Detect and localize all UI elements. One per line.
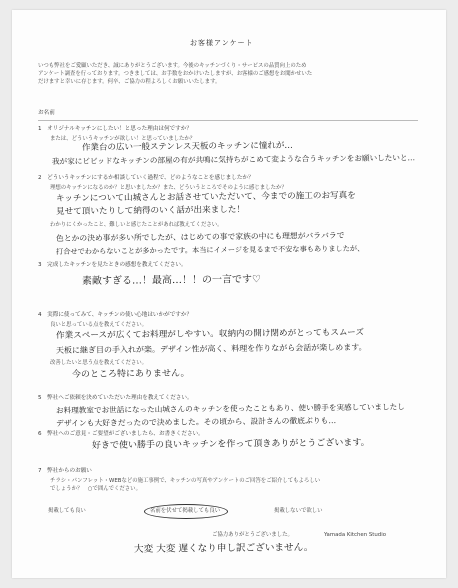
intro-line-1: いつも弊社をご愛顧いただき、誠にありがとうございます。今後のキッチンづくり・サービスの品質向上のため: [38, 63, 307, 69]
name-label: お名前: [38, 110, 55, 116]
option-do-not-publish: 掲載しないで欲しい: [274, 508, 323, 514]
q4-subtitle-2: 改善したいと思う点を教えてください。: [50, 360, 148, 366]
q4-answer-line-1: 作業スペースが広くてお料理がしやすい。収納内の開け閉めがとってもスムーズ: [55, 327, 364, 341]
q3-answer: 素敵すぎる…！最高…！！の一言です♡: [81, 274, 262, 287]
selection-circle: [144, 504, 228, 519]
q6-answer: 好きで使い勝手の良いキッチンを作って頂きありがとうございます。: [91, 438, 370, 451]
option-publish-anonymous: 名前を伏せて掲載しても良い: [150, 508, 221, 514]
q2-answer2-line-1: 色とかの決め事が多い所でしたが、はじめての事で家族の中にも理想がバラバラで: [55, 230, 345, 243]
q2-answer2-line-2: 打合せでわからないことが多かったです。本当にイメージを見るまで不安な事もありましたが、: [55, 243, 365, 256]
q2-answer-line-1: キッチンについて山城さんとお話させていただいて、今までの施工のお写真を: [55, 190, 356, 204]
q4-subtitle: 良いと思っている点を教えてください。: [50, 322, 148, 328]
q7-title: 7 弊社からのお願い: [38, 468, 92, 474]
q4-title: 4 実際に使ってみて、キッチンの使い心地はいかがですか？: [38, 312, 193, 318]
q6-title: 6 弊社へのご意見・ご要望がございましたら、お書きください。: [38, 431, 204, 437]
q7-text-line-2: でしょうか？ ○で囲んでください。: [50, 486, 141, 492]
intro-line-3: だけますと幸いに存じます。何卒、ご協力の程よろしくお願いいたします。: [38, 79, 221, 85]
option-publish: 掲載しても良い: [48, 508, 86, 514]
q2-subtitle-2: わかりにくかったこと、難しいと感じたことがあれば教えてください。: [50, 222, 223, 228]
company-name: Yamada Kitchen Studio: [324, 532, 386, 538]
intro-line-2: アンケート調査を行っております。つきましては、お手数をおかけいたしますが、お客様のご感想をお聞かせいた: [38, 71, 313, 77]
q2-title: 2 どういうキッチンにするか相談していく過程で、どのようなことを感じましたか？: [38, 175, 254, 181]
q5-title: 5 弊社へご依頼を決めていただいた理由を教えてください。: [38, 395, 193, 401]
thanks-text: ご協力ありがとうございました。: [212, 532, 293, 538]
divider: [38, 120, 418, 121]
q1-answer-line-2: 我が家にビビッドなキッチンの部屋の有が共鳴に気持ちがこめて変ような合うキッチンをお願いしたいと…: [51, 153, 416, 166]
q5-answer-line-1: お料理教室でお世話になった山城さんのキッチンを使ったこともあり、使い勝手を実感していましたし: [55, 402, 405, 415]
q4-answer-line-2: 天板に継ぎ目の手入れが楽。デザイン性が高く、料理を作りながら会話が楽しめます。: [55, 342, 367, 355]
page-title: お客様アンケート: [190, 39, 254, 47]
q2-subtitle: 理想のキッチンになるのか？と思いましたか？また、どういうところでそのように感じましたか？: [50, 185, 287, 191]
q3-title: 3 完成したキッチンを見たときの感想を教えてください。: [38, 262, 187, 268]
q1-title: 1 オリジナルキッチンにしたい！と思った理由は何ですか？: [38, 126, 192, 132]
q4-answer2: 今のところ特にありません。: [71, 368, 190, 380]
q1-answer-line-1: 作業台の広い一般ステンレス天板のキッチンに憧れが…: [81, 140, 293, 153]
q1-subtitle: または、どういうキッチンが欲しい！と思っていましたか？: [50, 136, 196, 142]
survey-sheet: [12, 10, 446, 578]
handwritten-closing: 大変 大変 遅くなり申し訳ございません。: [133, 542, 314, 555]
q2-answer-line-2: 見せて頂いたりして納得のいく話が出来ました！: [55, 205, 246, 217]
q7-text-line-1: チラシ・パンフレット・WEBなどの施工事例で、キッチンの写真やアンケートのご回答をご紹介してもよろしい: [50, 478, 321, 484]
q5-answer-line-2: デザインも大好きだったので決めました。その頃から、設計さんの徹底ぶりも…: [55, 416, 337, 428]
